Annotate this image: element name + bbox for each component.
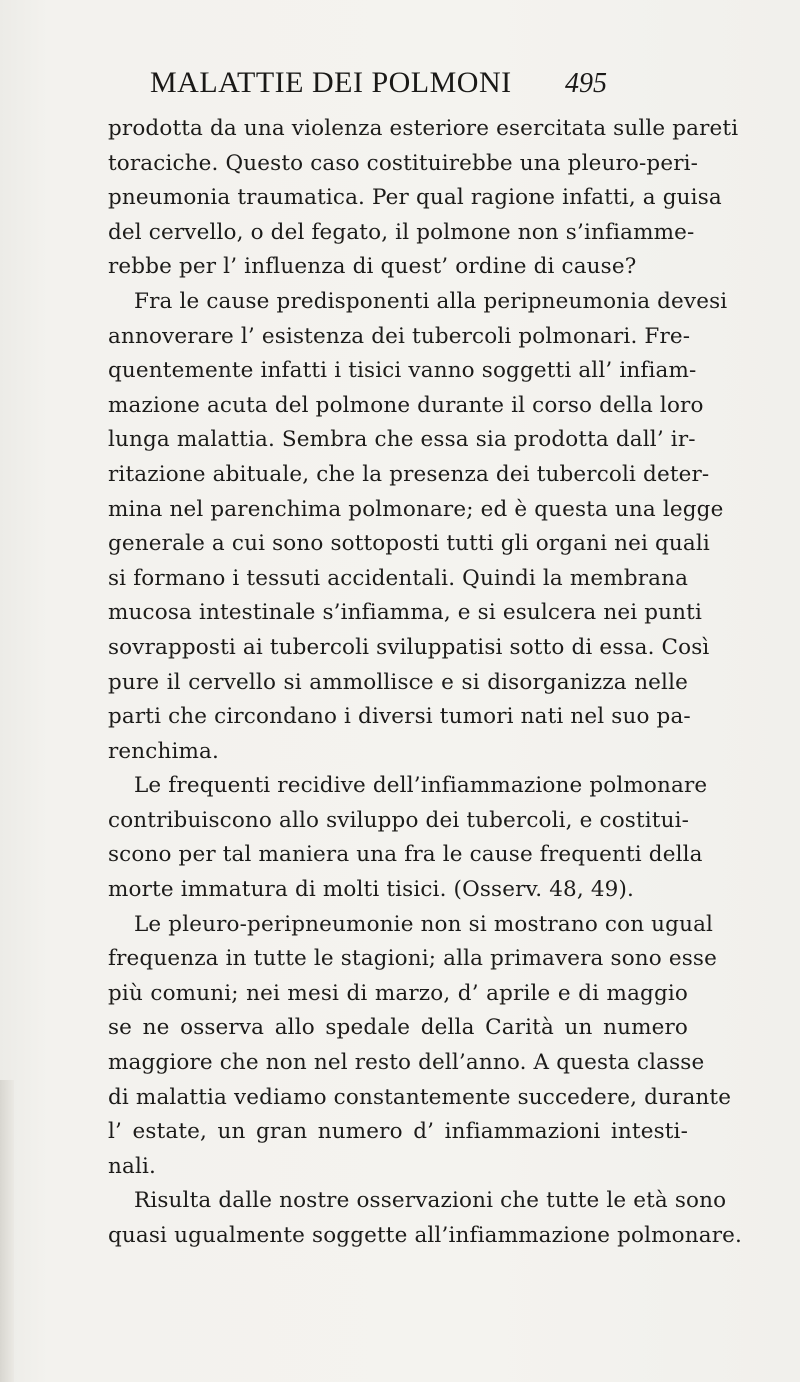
text-line: renchima. [108, 738, 220, 764]
text-line: mucosa intestinale s’infiamma, e si esulcera nei punti [108, 600, 702, 626]
text-line: si formano i tessuti accidentali. Quindi la membrana [108, 565, 689, 591]
text-line: Risulta dalle nostre osservazioni che tutte le età sono [134, 1188, 727, 1214]
text-line: prodotta da una violenza esteriore esercitata sulle pareti [108, 116, 739, 141]
text-line: quentemente infatti i tisici vanno soggetti all’ infiam- [108, 358, 697, 384]
text-line: rebbe per l’ influenza di quest’ ordine di cause? [108, 254, 637, 280]
text-line: Le frequenti recidive dell’infiammazione polmonare [134, 773, 708, 799]
text-line: scono per tal maniera una fra le cause frequenti della [108, 842, 703, 868]
text-line: morte immatura di molti tisici. (Osserv. 48, 49). [108, 877, 635, 903]
text-line: lunga malattia. Sembra che essa sia prodotta dall’ ir- [108, 427, 696, 453]
text-line: parti che circondano i diversi tumori nati nel suo pa- [108, 704, 691, 730]
text-line: generale a cui sono sottoposti tutti gli organi nei quali [108, 531, 710, 557]
text-line: di malattia vediamo constantemente succedere, durante [108, 1084, 732, 1110]
text-line: Fra le cause predisponenti alla peripneumonia devesi [134, 288, 728, 314]
text-line: nali. [108, 1153, 157, 1179]
text-line: più comuni; nei mesi di marzo, d’ aprile e di maggio [108, 980, 688, 1006]
text-line: pure il cervello si ammollisce e si disorganizza nelle [108, 669, 688, 695]
text-line: toraciche. Questo caso costituirebbe una pleuro-peri- [108, 150, 699, 176]
text-line: mina nel parenchima polmonare; ed è questa una legge [108, 496, 724, 522]
text-line: sovrapposti ai tubercoli sviluppatisi sotto di essa. Così [108, 634, 710, 660]
text-line: Le pleuro-peripneumonie non si mostrano con ugual [134, 911, 714, 937]
body-text [108, 112, 742, 1254]
text-line: ritazione abituale, che la presenza dei tubercoli deter- [108, 461, 710, 487]
page-edge-shadow [0, 1080, 14, 1382]
text-line: annoverare l’ esistenza dei tubercoli polmonari. Fre- [108, 323, 691, 349]
running-title: MALATTIE DEI POLMONI [150, 66, 512, 99]
text-line: l’ estate, un gran numero d’ infiammazioni intesti- [108, 1119, 688, 1145]
text-line: quasi ugualmente soggette all’infiammazione polmonare. [108, 1223, 742, 1248]
text-line: maggiore che non nel resto dell’anno. A questa classe [108, 1050, 705, 1076]
text-line: contribuiscono allo sviluppo dei tubercoli, e costitui- [108, 807, 690, 833]
text-line: mazione acuta del polmone durante il corso della loro [108, 392, 704, 418]
text-line: pneumonia traumatica. Per qual ragione infatti, a guisa [108, 185, 722, 211]
text-line: del cervello, o del fegato, il polmone non s’infiamme- [108, 219, 695, 245]
page-number: 495 [565, 68, 607, 99]
text-line: se ne osserva allo spedale della Carità un numero [108, 1015, 688, 1041]
running-head [0, 66, 800, 106]
text-line: frequenza in tutte le stagioni; alla primavera sono esse [108, 946, 717, 972]
